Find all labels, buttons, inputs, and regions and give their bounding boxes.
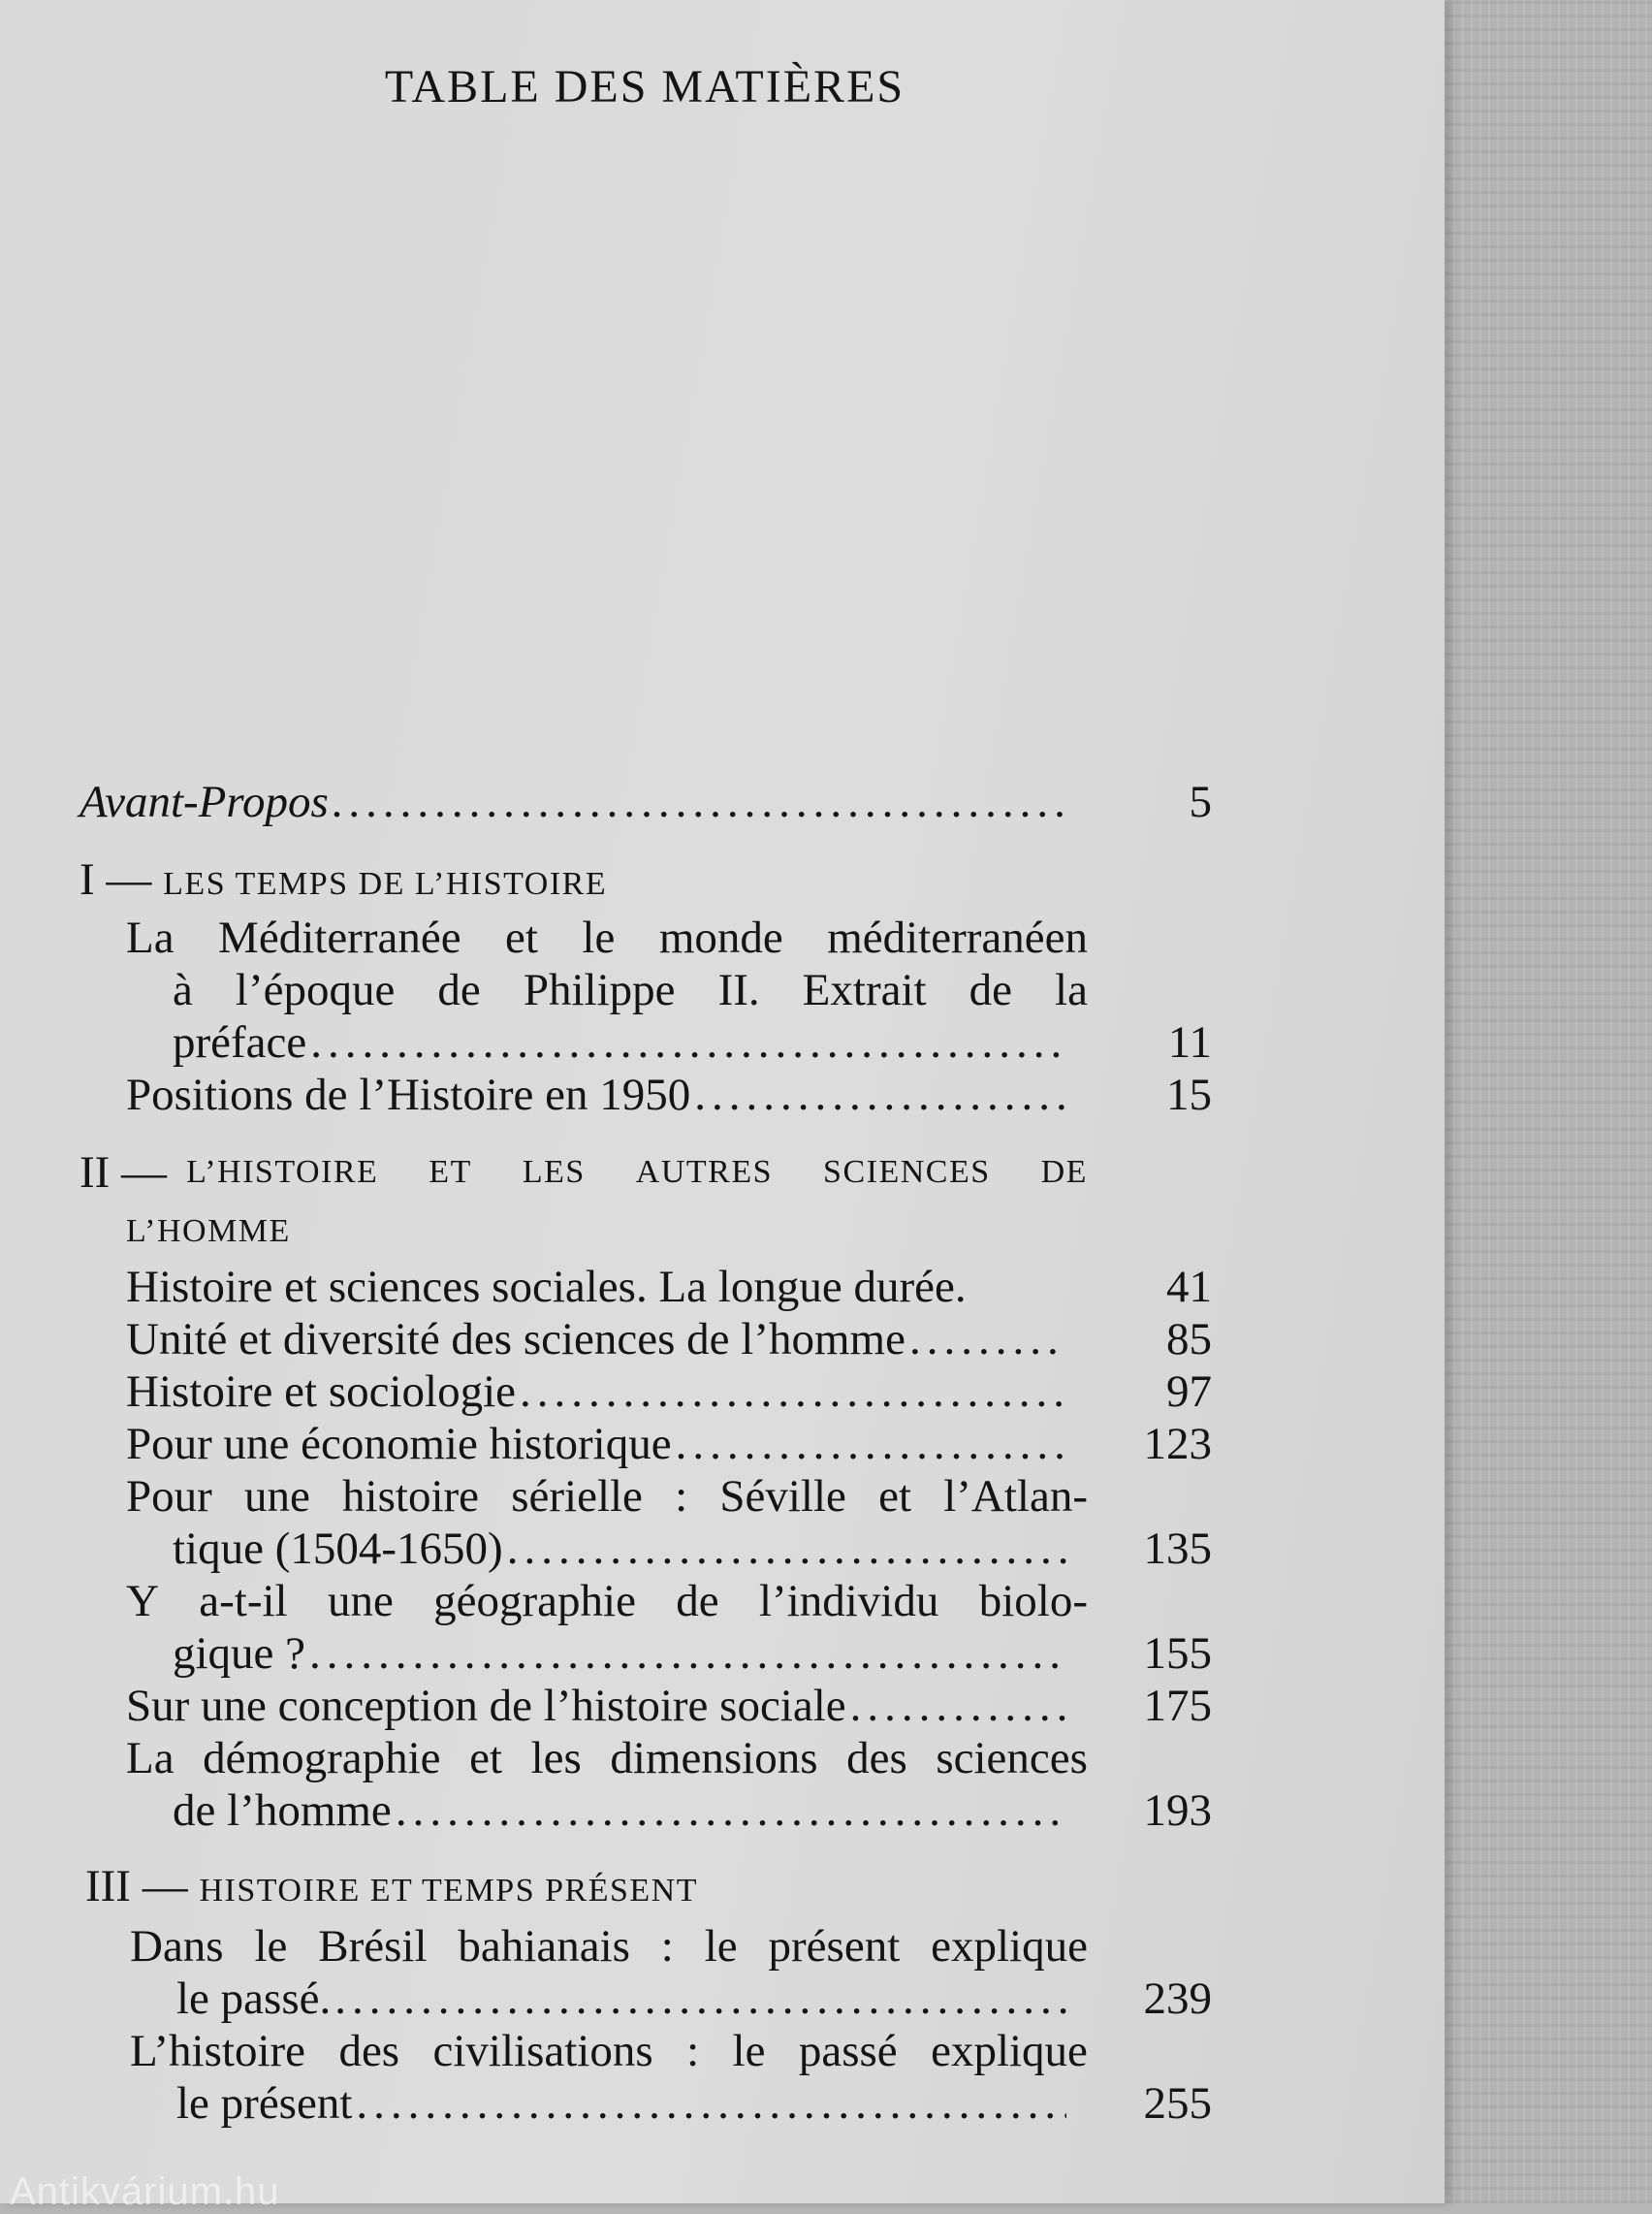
toc-entry-label: le passé. bbox=[176, 1973, 332, 2024]
leader-dots bbox=[310, 1016, 1066, 1069]
leader-dots bbox=[507, 1523, 1066, 1575]
toc-page-number: 41 bbox=[1166, 1262, 1212, 1312]
toc-entry bbox=[126, 1680, 1212, 1732]
toc-entry-line: Pour une histoire sérielle : Séville et l’Atlan- bbox=[126, 1471, 1088, 1522]
toc-entry-label: Unité et diversité des sciences de l’homme bbox=[126, 1314, 905, 1364]
toc-page-number: 97 bbox=[1166, 1366, 1212, 1417]
section-heading-1 bbox=[79, 853, 607, 911]
toc-page-number: 15 bbox=[1166, 1070, 1212, 1120]
toc-entry bbox=[126, 1313, 1212, 1365]
toc-page-number: 85 bbox=[1166, 1314, 1212, 1364]
toc-entry-label: de l’homme bbox=[173, 1785, 392, 1836]
toc-page-number: 11 bbox=[1167, 1017, 1212, 1068]
toc-entry-line: Y a-t-il une géographie de l’individu biolo- bbox=[126, 1576, 1088, 1626]
leader-dots bbox=[333, 776, 1066, 828]
toc-entry-label: Histoire et sociologie bbox=[126, 1366, 517, 1417]
leader-dots bbox=[676, 1418, 1066, 1470]
toc-entry bbox=[173, 1627, 1212, 1680]
toc-entry-line: La démographie et les dimensions des sciences bbox=[126, 1733, 1088, 1783]
section-heading-2-cont bbox=[126, 1201, 291, 1258]
toc-entry-label: Histoire et sciences sociales. La longue durée. bbox=[126, 1262, 967, 1312]
section-heading-3 bbox=[85, 1860, 698, 1917]
leader-dots bbox=[396, 1784, 1066, 1837]
section-title: HISTOIRE ET TEMPS PRÉSENT bbox=[199, 1873, 698, 1909]
section-title-continued: L’HOMME bbox=[126, 1213, 291, 1249]
toc-entry-line: à l’époque de Philippe II. Extrait de la bbox=[173, 965, 1088, 1015]
leader-dots bbox=[309, 1627, 1066, 1680]
toc-page-number: 193 bbox=[1143, 1785, 1212, 1836]
toc-page-number: 175 bbox=[1143, 1681, 1212, 1731]
leader-dots bbox=[850, 1680, 1066, 1732]
toc-entry-label: Pour une économie historique bbox=[126, 1419, 672, 1469]
section-number: II — bbox=[79, 1147, 168, 1198]
toc-entry bbox=[176, 2077, 1212, 2130]
toc-entry-line: La Méditerranée et le monde méditerranéen bbox=[126, 913, 1088, 963]
leader-dots bbox=[694, 1069, 1066, 1121]
background-surface bbox=[1445, 0, 1652, 2203]
section-number: III — bbox=[85, 1861, 188, 1911]
toc-page-number: 5 bbox=[1189, 777, 1212, 827]
section-title: LES TEMPS DE L’HISTOIRE bbox=[163, 866, 608, 902]
toc-entry-label: tique (1504-1650) bbox=[173, 1524, 503, 1574]
toc-entry bbox=[176, 1973, 1212, 2025]
toc-entry-label: Avant-Propos bbox=[79, 777, 329, 827]
toc-entry-label: Sur une conception de l’histoire sociale bbox=[126, 1681, 846, 1731]
toc-entry-label: Positions de l’Histoire en 1950 bbox=[126, 1070, 691, 1120]
leader-dots bbox=[909, 1313, 1066, 1365]
toc-entry-label: gique ? bbox=[173, 1628, 306, 1679]
section-title: L’HISTOIRE ET LES AUTRES SCIENCES DE bbox=[186, 1154, 1088, 1190]
toc-page-number: 255 bbox=[1143, 2078, 1212, 2129]
section-heading-2 bbox=[79, 1146, 1088, 1199]
toc-entry-line: L’histoire des civilisations : le passé explique bbox=[130, 2026, 1088, 2076]
toc-entry bbox=[173, 1784, 1212, 1837]
leader-dots bbox=[334, 1973, 1066, 2025]
toc-entry-preface bbox=[173, 1016, 1212, 1069]
toc-entry bbox=[126, 1418, 1212, 1470]
toc-entry-avant-propos bbox=[79, 776, 1212, 828]
watermark: Antikvárium.hu bbox=[10, 2170, 280, 2213]
leader-dots bbox=[356, 2077, 1066, 2130]
toc-entry bbox=[126, 1261, 1212, 1313]
toc-entry-positions bbox=[126, 1069, 1212, 1121]
toc-page-number: 135 bbox=[1143, 1524, 1212, 1574]
leader-dots bbox=[520, 1365, 1066, 1418]
toc-entry-label: le présent bbox=[176, 2078, 353, 2129]
toc-entry-label: préface bbox=[173, 1017, 307, 1068]
toc-entry bbox=[173, 1523, 1212, 1575]
page-title: TABLE DES MATIÈRES bbox=[384, 61, 905, 112]
toc-page-number: 155 bbox=[1143, 1628, 1212, 1679]
toc-entry-line: Dans le Brésil bahianais : le présent explique bbox=[130, 1921, 1088, 1972]
toc-page-number: 123 bbox=[1143, 1419, 1212, 1469]
toc-entry bbox=[126, 1365, 1212, 1418]
toc-page-number: 239 bbox=[1143, 1973, 1212, 2024]
section-number: I — bbox=[79, 854, 152, 905]
